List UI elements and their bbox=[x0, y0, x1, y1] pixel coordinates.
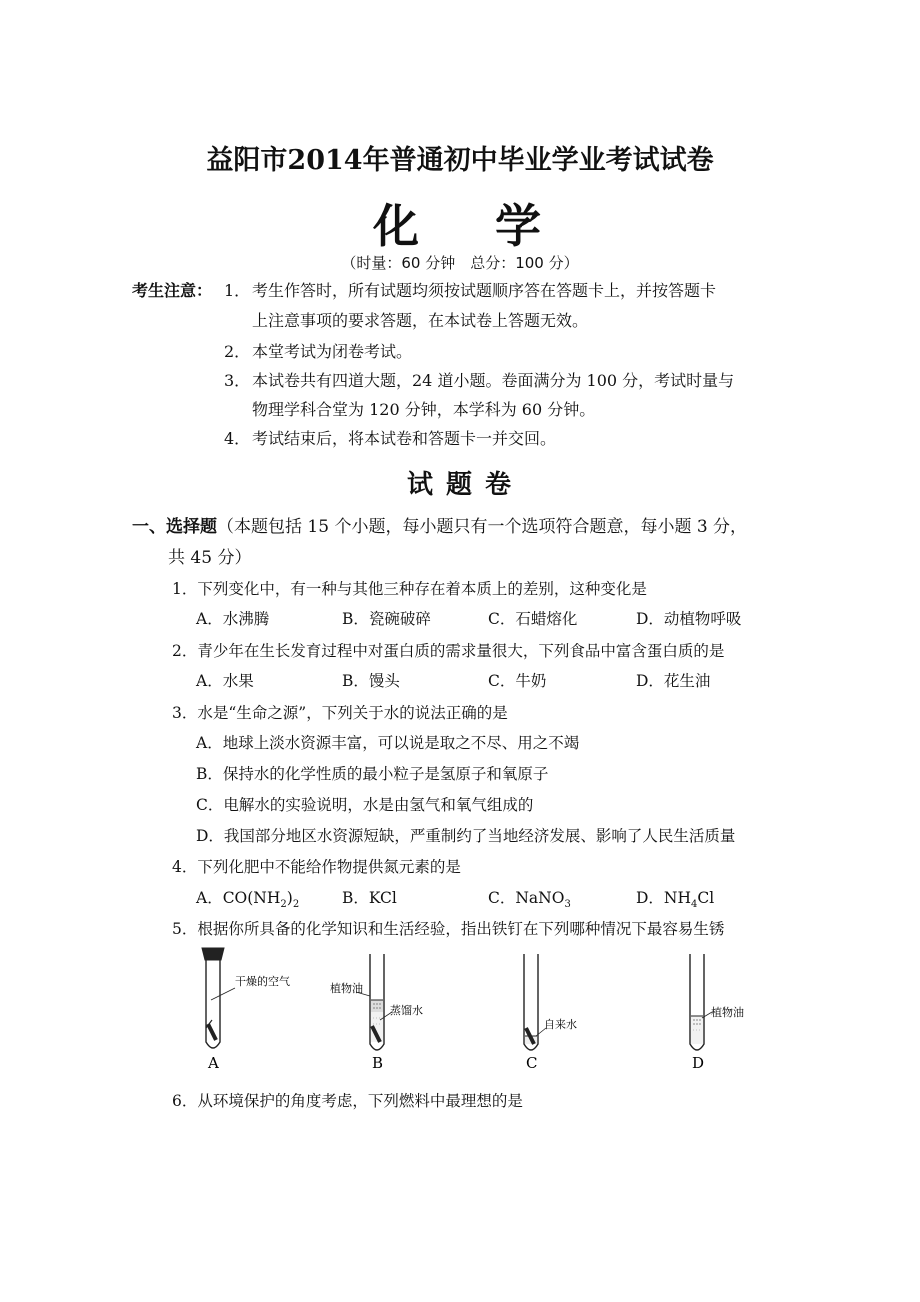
tube-label: 植物油 bbox=[330, 982, 363, 995]
notice-item: 2． 本堂考试为闭卷考试。 bbox=[224, 342, 413, 361]
option: C．石蜡熔化 bbox=[488, 610, 578, 628]
test-tube-figure bbox=[180, 940, 780, 1080]
section1-header bbox=[132, 512, 747, 537]
option: D．花生油 bbox=[636, 672, 711, 690]
question-stem: 6．从环境保护的角度考虑，下列燃料中最理想的是 bbox=[172, 1092, 523, 1110]
tube-letter: D bbox=[692, 1054, 705, 1072]
tube-label: 植物油 bbox=[711, 1006, 744, 1019]
section1-desc: （本题包括 15 个小题，每小题只有一个选项符合题意，每小题 3 分， bbox=[217, 517, 748, 537]
option: D．动植物呼吸 bbox=[636, 610, 742, 628]
section1-label: 一、选择题 bbox=[132, 517, 217, 537]
exam-title: 益阳市2014年普通初中毕业学业考试试卷 bbox=[206, 145, 714, 176]
notice-item-cont: 上注意事项的要求答题，在本试卷上答题无效。 bbox=[252, 311, 589, 330]
question-stem: 1．下列变化中，有一种与其他三种存在着本质上的差别，这种变化是 bbox=[172, 580, 647, 598]
option: B．馒头 bbox=[342, 672, 400, 690]
option: D．我国部分地区水资源短缺，严重制约了当地经济发展、影响了人民生活质量 bbox=[196, 827, 736, 845]
tube-letter: A bbox=[208, 1054, 219, 1072]
option-formula: D．$NH_4Cl$ bbox=[636, 889, 715, 911]
option: C．牛奶 bbox=[488, 672, 547, 690]
option: C．电解水的实验说明，水是由氢气和氧气组成的 bbox=[196, 796, 534, 814]
question-stem: 2．青少年在生长发育过程中对蛋白质的需求量很大，下列食品中富含蛋白质的是 bbox=[172, 642, 725, 660]
notice-item: 1． 考生作答时，所有试题均须按试题顺序答在答题卡上，并按答题卡 bbox=[224, 281, 717, 300]
subject-heading bbox=[0, 190, 920, 256]
time-info: （时量：60 分钟 总分：100 分） bbox=[341, 254, 579, 272]
test-tube-b bbox=[330, 954, 423, 1072]
question-stem: 4．下列化肥中不能给作物提供氮元素的是 bbox=[172, 858, 461, 876]
option-formula: C．NaNO$_3$ bbox=[488, 889, 571, 911]
option: B．瓷碗破碎 bbox=[342, 610, 431, 628]
option: A．地球上淡水资源丰富，可以说是取之不尽、用之不竭 bbox=[196, 734, 580, 752]
option: A．水果 bbox=[196, 672, 254, 690]
tube-label: 蒸馏水 bbox=[390, 1004, 423, 1017]
test-tube-d bbox=[690, 954, 744, 1072]
tube-label: 干燥的空气 bbox=[235, 975, 290, 988]
tube-label: 自来水 bbox=[544, 1018, 577, 1031]
test-tube-a bbox=[202, 948, 290, 1072]
tube-letter: C bbox=[526, 1054, 538, 1072]
question-stem: 5．根据你所具备的化学知识和生活经验，指出铁钉在下列哪种情况下最容易生锈 bbox=[172, 920, 725, 938]
subject-char-right: 学 bbox=[495, 199, 547, 253]
option-formula: B．KCl bbox=[342, 889, 397, 907]
notice-item: 4． 考试结束后，将本试卷和答题卡一并交回。 bbox=[224, 429, 557, 448]
subject-char-left: 化 bbox=[373, 199, 425, 253]
option: A．水沸腾 bbox=[196, 610, 270, 628]
notice-item-cont: 物理学科合堂为 120 分钟，本学科为 60 分钟。 bbox=[252, 400, 596, 419]
option-formula: A．$CO(NH_2)_2$ bbox=[196, 889, 300, 911]
option: B．保持水的化学性质的最小粒子是氢原子和氧原子 bbox=[196, 765, 549, 783]
tube-letter: B bbox=[372, 1054, 384, 1072]
notice-item: 3． 本试卷共有四道大题，24 道小题。卷面满分为 100 分，考试时量与 bbox=[224, 371, 735, 390]
section-heading: 试 题 卷 bbox=[406, 470, 514, 500]
test-tube-c bbox=[524, 954, 577, 1072]
section1-desc-cont: 共 45 分） bbox=[168, 548, 252, 568]
notice-label: 考生注意： bbox=[132, 281, 213, 300]
question-stem: 3．水是“生命之源”，下列关于水的说法正确的是 bbox=[172, 704, 508, 722]
